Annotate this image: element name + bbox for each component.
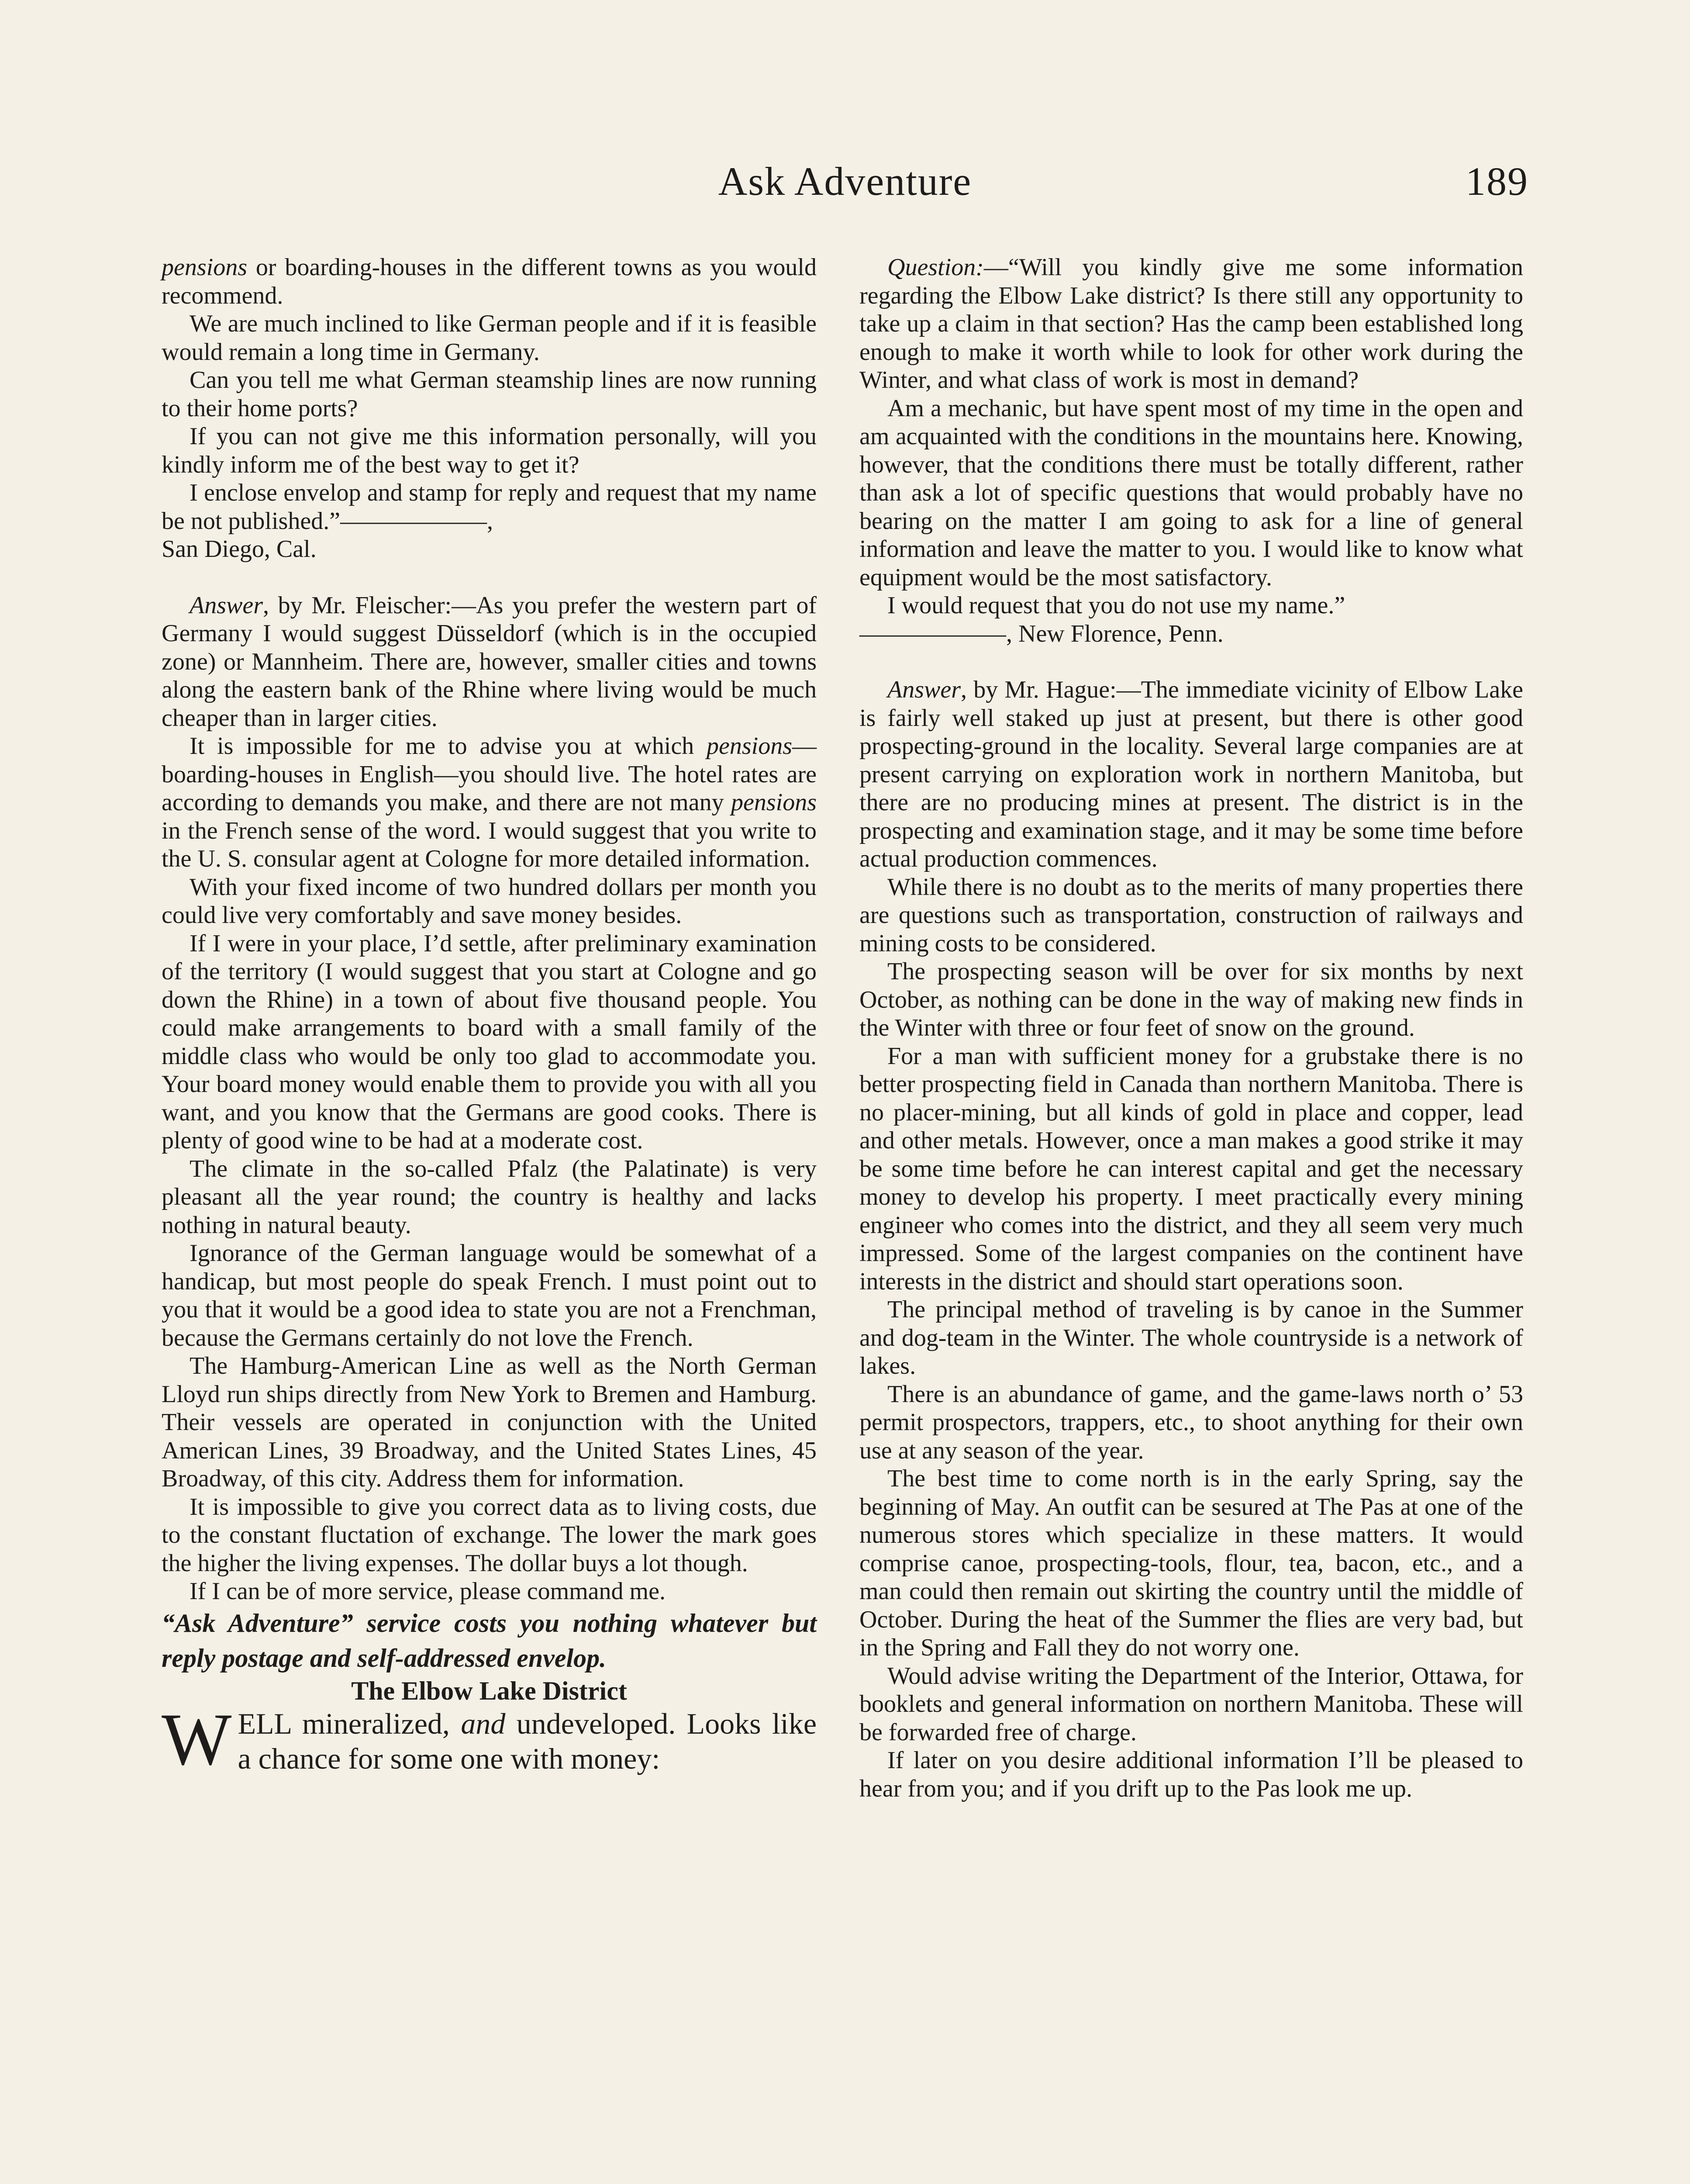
- paragraph: [162, 253, 817, 310]
- paragraph: The climate in the so-called Pfalz (the Palatinate) is very pleasant all the year round; the country is healthy and lacks nothing in natural beauty.: [162, 1155, 817, 1239]
- page-number: 189: [1466, 159, 1528, 204]
- letter-signature: ——————, New Florence, Penn.: [859, 620, 1224, 647]
- paragraph: If I were in your place, I’d settle, after preliminary examination of the territory (I would suggest that you start at Cologne and go down the Rhine) in a town of about five thousand people. You could make arrangements to board with a small family of the middle class who would be only too glad to accommodate you. Your board money would enable them to provide you with all you want, and you know that the Germans are good cooks. There is plenty of good wine to be had at a moderate cost.: [162, 930, 817, 1154]
- service-note: “Ask Adventure” service costs you nothing whatever but reply postage and self-addressed envelop.: [162, 1608, 817, 1673]
- answer-paragraph: [162, 591, 817, 733]
- left-column: [162, 253, 817, 1780]
- section-title: The Elbow Lake District: [351, 1676, 627, 1705]
- paragraph-text: , by Mr. Hague:—The immediate vicinity of Elbow Lake is fairly well staked up just at present, but there is other good prospecting-ground in the locality. Several large companies are at present carrying on exploration work in northern Manitoba, but there are no producing mines at present. The district is in the prospecting and examination stage, and it may be some time before actual production commences.: [859, 676, 1523, 872]
- paragraph: With your fixed income of two hundred dollars per month you could live very comfortably and save money besides.: [162, 873, 817, 929]
- answer-label: Answer: [887, 676, 961, 703]
- paragraph: Would advise writing the Department of the Interior, Ottawa, for booklets and general information on northern Manitoba. These will be forwarded free of charge.: [859, 1662, 1523, 1746]
- paragraph: If you can not give me this information personally, will you kindly inform me of the best way to get it?: [162, 423, 817, 478]
- paragraph: For a man with sufficient money for a grubstake there is no better prospecting field in Canada than northern Manitoba. There is no placer-mining, but all kinds of gold in place and copper, lead and other metals. However, once a man makes a good strike it may be some time before he can interest capital and get the necessary money to develop his property. I meet practically every mining engineer who comes into the district, and they all seem very much impressed. Some of the largest companies on the continent have interests in the district and should start operations soon.: [859, 1042, 1523, 1295]
- paragraph-text: undeveloped. Looks like a chance for some one with money:: [238, 1707, 817, 1775]
- paragraph: The principal method of traveling is by canoe in the Summer and dog-team in the Winter. The whole countryside is a network of lakes.: [859, 1296, 1523, 1379]
- paragraph: I enclose envelop and stamp for reply and request that my name be not published.”——————,: [162, 479, 817, 535]
- italic-term: pensions: [707, 733, 792, 760]
- paragraph-text: —boarding-houses in English—you should live. The hotel rates are according to demands you make, and there are not many: [162, 733, 817, 816]
- answer-paragraph: [859, 676, 1523, 873]
- paragraph: We are much inclined to like German people and if it is feasible would remain a long time in Germany.: [162, 310, 817, 366]
- question-paragraph: [859, 253, 1523, 394]
- paragraph: Ignorance of the German language would be somewhat of a handicap, but most people do speak French. I must point out to you that it would be a good idea to state you are not a Frenchman, because the Germans certainly do not love the French.: [162, 1240, 817, 1351]
- paragraph: The best time to come north is in the early Spring, say the beginning of May. An outfit can be sesured at The Pas at one of the numerous stores which specialize in these matters. It would comprise canoe, prospecting-tools, flour, tea, bacon, etc., and a man could then remain out skirting the country until the middle of October. During the heat of the Summer the flies are very bad, but in the Spring and Fall they do not worry one.: [859, 1465, 1523, 1661]
- paragraph: The Hamburg-American Line as well as the North German Lloyd run ships directly from New York to Bremen and Hamburg. Their vessels are operated in conjunction with the United American Lines, 39 Broadway, and the United States Lines, 45 Broadway, of this city. Address them for information.: [162, 1352, 817, 1492]
- right-column: [859, 253, 1523, 1803]
- lead-paragraph: [162, 1698, 817, 1780]
- question-label: Question:: [887, 254, 984, 281]
- paragraph-text: It is impossible for me to advise you at which: [190, 733, 707, 760]
- paragraph: Can you tell me what German steamship lines are now running to their home ports?: [162, 366, 817, 422]
- running-title: Ask Adventure: [718, 159, 972, 204]
- drop-cap: W: [162, 1698, 232, 1780]
- paragraph-text: , by Mr. Fleischer:—As you prefer the western part of Germany I would suggest Düsseldorf (which is in the occupied zone) or Mannheim. There are, however, smaller cities and towns along the eastern bank of the Rhine where living would be much cheaper than in larger cities.: [162, 591, 817, 732]
- italic-term: and: [461, 1707, 506, 1740]
- paragraph: If later on you desire additional information I’ll be pleased to hear from you; and if you drift up to the Pas look me up.: [859, 1747, 1523, 1802]
- paragraph-text: or boarding-houses in the different towns as you would recommend.: [162, 254, 817, 309]
- answer-label: Answer: [190, 591, 263, 619]
- paragraph-text: ELL mineralized,: [238, 1707, 461, 1740]
- paragraph: I would request that you do not use my name.”: [887, 592, 1345, 619]
- paragraph: It is impossible to give you correct data as to living costs, due to the constant fluctation of exchange. The lower the mark goes the higher the living expenses. The dollar buys a lot though.: [162, 1493, 817, 1577]
- paragraph: If I can be of more service, please command me.: [190, 1578, 666, 1605]
- letter-signature: San Diego, Cal.: [162, 536, 317, 563]
- paragraph-text: —“Will you kindly give me some information regarding the Elbow Lake district? Is there still any opportunity to take up a claim in that section? Has the camp been established long enough to make it worth while to look for other work during the Winter, and what class of work is most in demand?: [859, 254, 1523, 394]
- paragraph: While there is no doubt as to the merits of many properties there are questions such as transportation, construction of railways and mining costs to be considered.: [859, 873, 1523, 957]
- paragraph-text: in the French sense of the word. I would suggest that you write to the U. S. consular agent at Cologne for more detailed information.: [162, 817, 817, 872]
- paragraph: There is an abundance of game, and the game-laws north o’ 53 permit prospectors, trappers, etc., to shoot anything for their own use at any season of the year.: [859, 1380, 1523, 1464]
- italic-term: pensions: [162, 254, 247, 281]
- italic-term: pensions: [731, 789, 817, 816]
- paragraph: Am a mechanic, but have spent most of my time in the open and am acquainted with the conditions in the mountains here. Knowing, however, that the conditions there must be totally different, rather than ask a lot of specific questions that would probably have no bearing on the matter I am going to ask for a line of general information and leave the matter to you. I would like to know what equipment would be the most satisfactory.: [859, 394, 1523, 591]
- paragraph: [162, 732, 817, 873]
- running-head: [0, 155, 1690, 207]
- paragraph: The prospecting season will be over for six months by next October, as nothing can be done in the way of making new finds in the Winter with three or four feet of snow on the ground.: [859, 958, 1523, 1041]
